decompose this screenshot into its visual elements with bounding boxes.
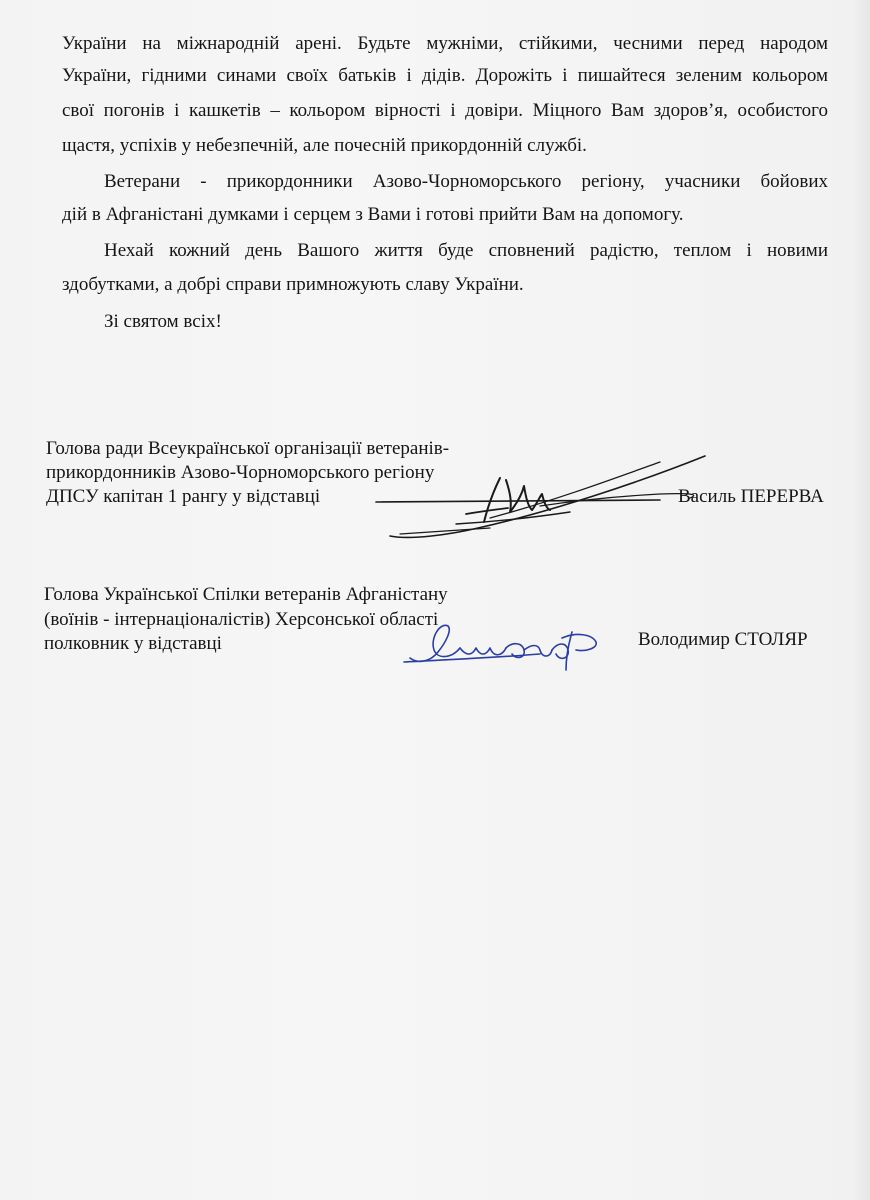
body-line-1: України на міжнародній арені. Будьте мужніми, стійкими, чесними перед народом <box>62 33 828 54</box>
signer-1-title-line-3: ДПСУ капітан 1 рангу у відставці <box>46 486 321 507</box>
signature-2-image <box>400 618 620 678</box>
signer-1-title-line-1: Голова ради Всеукраїнської організації ветеранів- <box>46 438 450 459</box>
signer-2-name: Володимир СТОЛЯР <box>638 629 808 650</box>
signer-2-title-line-2: (воїнів - інтернаціоналістів) Херсонської області <box>44 609 439 630</box>
closing-greeting: Зі святом всіх! <box>104 311 222 332</box>
signature-1-image <box>360 450 720 550</box>
body-line-6: дій в Афганістані думками і серцем з Вами і готові прийти Вам на допомогу. <box>62 204 684 225</box>
body-line-5: Ветерани - прикордонники Азово-Чорноморського регіону, учасники бойових <box>104 171 828 192</box>
signer-2-title-line-3: полковник у відставці <box>44 633 222 654</box>
signer-1-title-line-2: прикордонників Азово-Чорноморського регіону <box>46 462 435 483</box>
signer-1-name: Василь ПЕРЕРВА <box>678 486 824 507</box>
page-edge-shadow <box>852 0 870 1200</box>
signer-2-title-line-1: Голова Української Спілки ветеранів Афганістану <box>44 584 448 605</box>
body-line-3: свої погонів і кашкетів – кольором вірності і довіри. Міцного Вам здоров’я, особистого <box>62 100 828 121</box>
body-line-7: Нехай кожний день Вашого життя буде сповнений радістю, теплом і новими <box>104 240 828 261</box>
body-line-8: здобутками, а добрі справи примножують славу України. <box>62 274 524 295</box>
body-line-2: України, гідними синами своїх батьків і дідів. Дорожіть і пишайтеся зеленим кольором <box>62 65 828 86</box>
body-line-4: щастя, успіхів у небезпечній, але почесній прикордонній службі. <box>62 135 587 156</box>
